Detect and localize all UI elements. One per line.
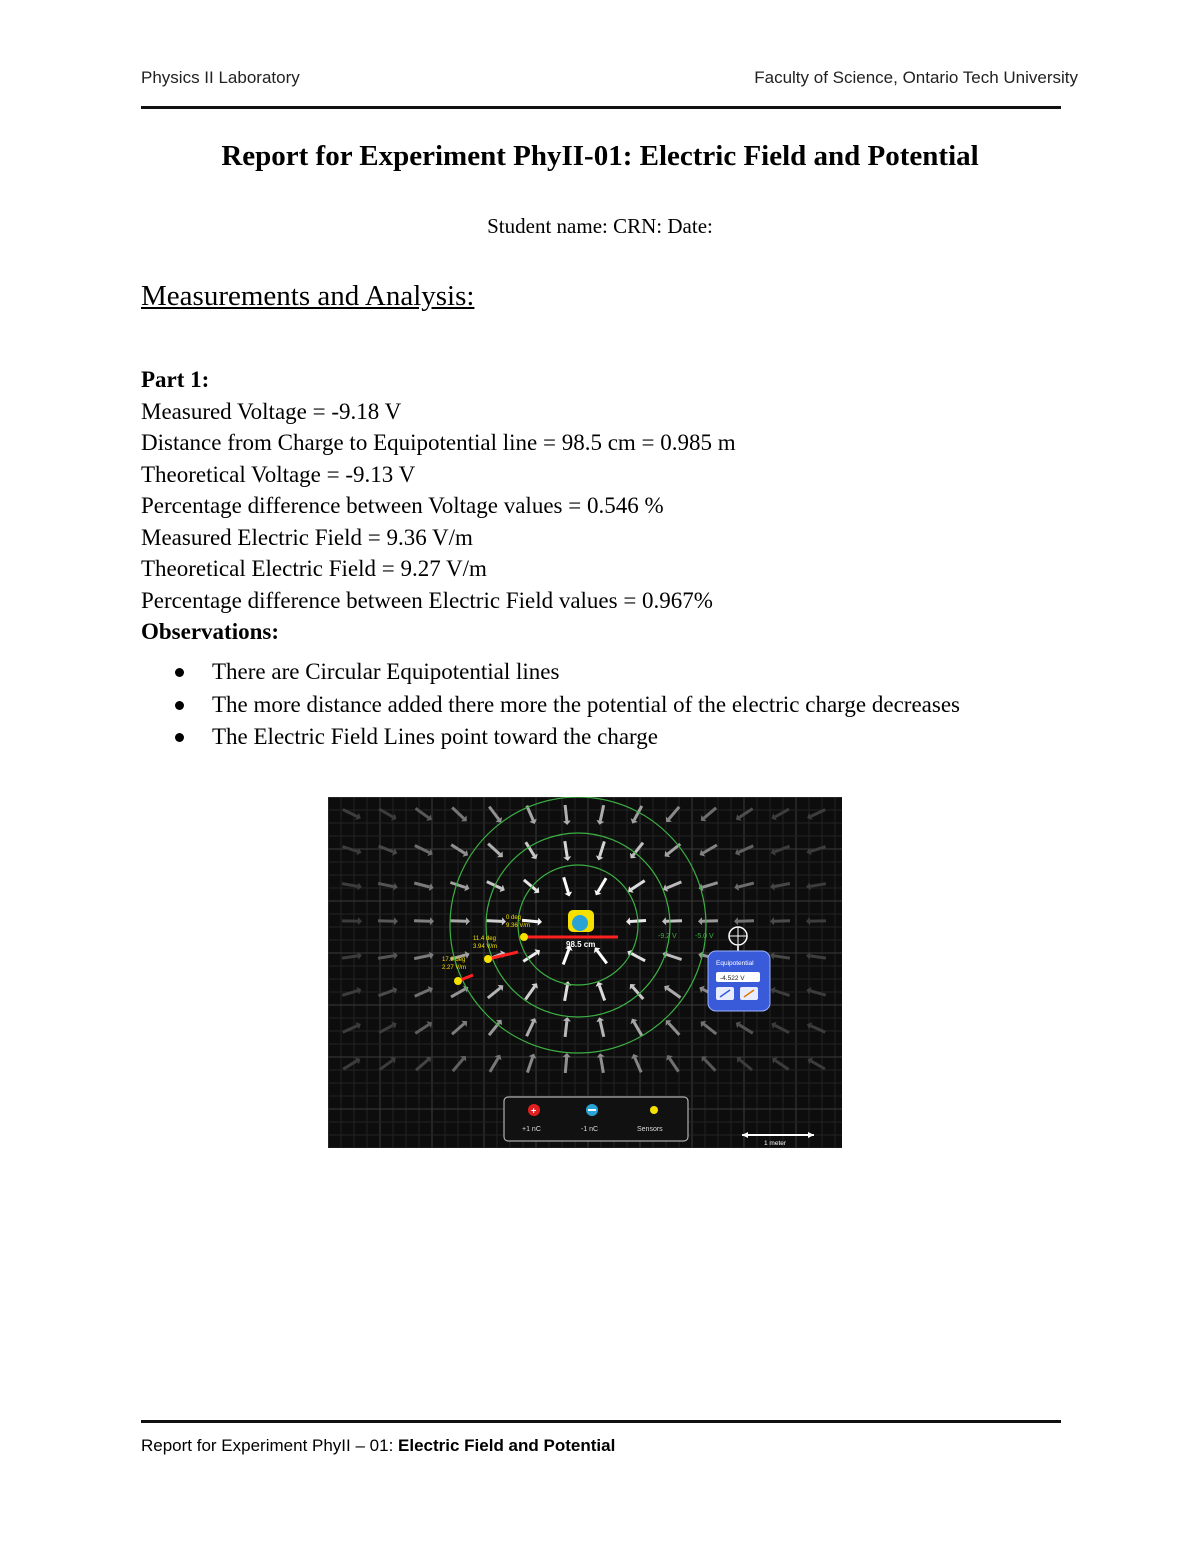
sensors-label: Sensors xyxy=(637,1126,663,1133)
field-arrow xyxy=(486,921,502,922)
arrowhead-icon xyxy=(734,917,738,925)
probe-title: Equipotential xyxy=(716,960,754,967)
simulation-screenshot xyxy=(328,797,842,1148)
electric-field-simulation xyxy=(328,797,842,1148)
field-arrow xyxy=(342,956,358,958)
field-arrow xyxy=(631,953,645,961)
observations-list xyxy=(141,656,1021,754)
header-divider xyxy=(141,106,1061,109)
field-arrow xyxy=(379,990,394,995)
footer-divider xyxy=(141,1420,1061,1423)
field-arrow xyxy=(811,810,825,817)
tape-label: 98.5 cm xyxy=(566,940,596,949)
field-arrow xyxy=(563,950,569,965)
sensor-angle: 17.8 deg xyxy=(442,957,466,963)
field-arrow xyxy=(565,841,567,857)
arrowhead-icon xyxy=(563,856,571,861)
field-arrow xyxy=(669,1023,680,1035)
arrowhead-icon xyxy=(358,917,362,925)
field-arrow xyxy=(565,805,567,821)
negative-charge-label: -1 nC xyxy=(581,1126,599,1133)
measurement-line: Percentage difference between Electric Field values = 0.967% xyxy=(141,587,713,613)
field-arrow xyxy=(774,991,789,996)
field-arrow xyxy=(565,1057,566,1073)
arrowhead-icon xyxy=(466,917,470,925)
arrowhead-icon xyxy=(806,917,810,925)
field-arrow xyxy=(488,988,500,998)
field-arrow xyxy=(739,1025,753,1033)
part1-heading: Part 1: xyxy=(141,367,210,392)
footer-prefix: Report for Experiment PhyII – 01: xyxy=(141,1436,399,1455)
sensor-field: 2.27 V/m xyxy=(442,965,467,971)
equipotential-label: -9.2 V xyxy=(658,933,677,940)
field-arrow xyxy=(415,1025,428,1034)
field-arrow xyxy=(774,956,790,958)
field-arrow xyxy=(415,990,430,996)
measurement-line: Theoretical Voltage = -9.13 V xyxy=(141,461,416,487)
field-arrow xyxy=(634,1022,642,1036)
field-arrow xyxy=(565,1021,567,1037)
footer-bold: Electric Field and Potential xyxy=(398,1436,616,1455)
sensor-icon[interactable] xyxy=(520,933,528,941)
field-arrow xyxy=(380,1060,393,1069)
page-footer xyxy=(141,1436,615,1456)
observations-heading: Observations: xyxy=(141,619,279,644)
student-info-line: Student name: CRN: Date: xyxy=(487,214,713,238)
field-arrow xyxy=(343,1061,357,1069)
header-right: Faculty of Science, Ontario Tech University xyxy=(754,68,1078,87)
field-arrow xyxy=(414,883,429,887)
field-arrow xyxy=(775,1061,788,1070)
field-arrow xyxy=(704,808,716,818)
sensor-icon[interactable] xyxy=(454,977,462,985)
scale-label: 1 meter xyxy=(764,1140,787,1147)
field-arrow xyxy=(704,1024,717,1034)
probe-value: -4.522 V xyxy=(720,975,745,982)
measurement-line: Measured Voltage = -9.18 V xyxy=(141,398,402,424)
field-arrow xyxy=(342,884,358,887)
sensor-angle: 11.4 deg xyxy=(473,936,496,942)
toolbox-panel xyxy=(504,1097,688,1141)
field-arrow xyxy=(599,986,604,1001)
part1-block xyxy=(141,364,736,648)
arrowhead-icon xyxy=(770,917,774,925)
field-arrow xyxy=(598,878,606,892)
field-arrow xyxy=(379,1025,393,1033)
field-arrow xyxy=(522,920,538,921)
minus-icon xyxy=(588,1109,596,1111)
scale-bar xyxy=(742,1132,814,1147)
observation-item: The more distance added there more the potential of the electric charge decreases xyxy=(141,689,1021,721)
measurement-line: Measured Electric Field = 9.36 V/m xyxy=(141,524,473,550)
arrowhead-icon xyxy=(698,917,702,925)
arrowhead-icon xyxy=(563,1053,571,1057)
sensor-field: 3.94 V/m xyxy=(473,944,498,950)
page-title: Report for Experiment PhyII-01: Electric Field and Potential xyxy=(221,140,979,172)
field-arrow xyxy=(740,1060,752,1070)
field-arrow xyxy=(775,1025,789,1032)
field-arrow xyxy=(666,921,682,922)
measurement-line: Distance from Charge to Equipotential line = 98.5 cm = 0.985 m xyxy=(141,430,736,455)
field-arrow xyxy=(527,1022,534,1037)
measurement-line: Percentage difference between Voltage values = 0.546 % xyxy=(141,493,664,518)
positive-charge-label: +1 nC xyxy=(522,1126,541,1133)
measurement-line: Theoretical Electric Field = 9.27 V/m xyxy=(141,556,487,581)
sensor-tool-icon[interactable] xyxy=(650,1106,658,1114)
field-arrow xyxy=(564,877,569,892)
field-vector-arrows xyxy=(342,805,826,1073)
plus-icon: + xyxy=(531,1105,537,1116)
field-arrow xyxy=(416,1060,428,1071)
arrowhead-icon xyxy=(662,917,666,925)
sensor-field: 9.36 V/m xyxy=(506,923,531,929)
arrowhead-icon xyxy=(394,917,398,925)
field-arrow xyxy=(811,1061,825,1069)
field-arrow xyxy=(414,955,430,958)
sensor-angle: 0 deg xyxy=(506,915,522,921)
section-heading: Measurements and Analysis: xyxy=(141,280,475,312)
observation-item: The Electric Field Lines point toward the charge xyxy=(141,721,1021,753)
field-arrow xyxy=(738,883,754,887)
field-arrow xyxy=(342,991,357,996)
field-arrow xyxy=(378,883,394,886)
field-arrow xyxy=(565,985,568,1001)
field-arrow xyxy=(525,987,534,1000)
header-left: Physics II Laboratory xyxy=(141,68,300,87)
field-arrow xyxy=(774,884,790,887)
field-arrow xyxy=(669,807,679,819)
field-arrow xyxy=(810,956,826,958)
field-arrow xyxy=(343,810,357,817)
field-arrow xyxy=(810,884,826,887)
field-arrow xyxy=(810,991,825,995)
observation-item: There are Circular Equipotential lines xyxy=(141,656,1021,688)
arrowhead-icon xyxy=(538,918,542,926)
charge-toolbox xyxy=(504,1097,688,1141)
sensor-icon[interactable] xyxy=(484,955,492,963)
equipotential-label: -5.0 V xyxy=(695,933,714,940)
field-arrow xyxy=(705,1059,716,1071)
charge-icon[interactable] xyxy=(572,915,588,931)
field-arrow xyxy=(450,921,466,922)
